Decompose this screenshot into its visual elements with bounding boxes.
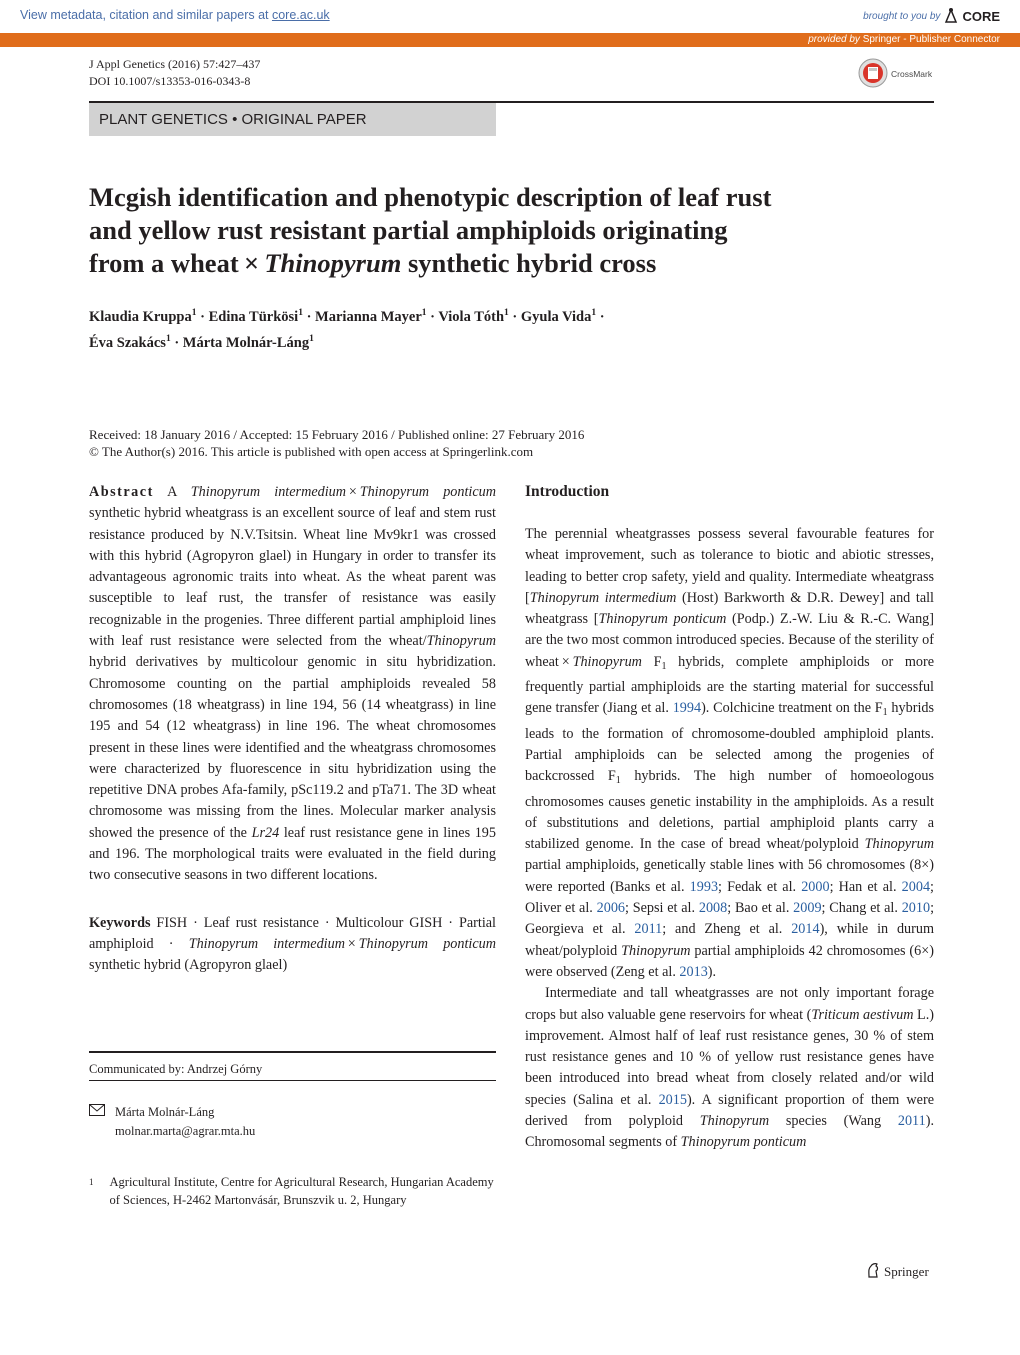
core-brought-by[interactable]: brought to you by CORE — [863, 9, 1000, 24]
corresponding-name: Márta Molnár-Láng — [115, 1105, 215, 1119]
corresponding-email[interactable]: molnar.marta@agrar.mta.hu — [115, 1124, 256, 1138]
intro-paragraph-2: Intermediate and tall wheatgrasses are not only important forage crops but also valuable gene reservoirs for wheat (Triticum aestivum L.) improvement. Almost half of leaf rust resistance genes, 30 % of stem rust resistance genes and 10 % of yellow rust resistance genes have been introduced into bread wheat from closely related and/or wild species (Salina et al. 2015). A significant proportion of them were derived from polyploid Thinopyrum species (Wang 2011). Chromosomal segments of Thinopyrum ponticum — [525, 985, 934, 1151]
author-name[interactable]: Marianna Mayer — [315, 308, 422, 325]
affiliation: 1 Agricultural Institute, Centre for Agricultural Research, Hungarian Academy of Sciences, H-2462 Martonvásár, Brunszvik u. 2, Hungary — [89, 1175, 494, 1207]
article-title: Mcgish identification and phenotypic description of leaf rust and yellow rust resistant partial amphiploids originating from a wheat × Thinopyrum synthetic hybrid cross — [89, 182, 772, 278]
core-provided-text[interactable]: provided by Springer - Publisher Connector — [808, 34, 1000, 45]
citation-link[interactable]: 1993 — [689, 878, 719, 895]
journal-info — [89, 56, 260, 90]
author-name[interactable]: Edina Türkösi — [208, 308, 299, 325]
communicated-rule — [89, 1080, 496, 1081]
citation-link[interactable]: 1994 — [672, 700, 702, 717]
author-name[interactable]: Éva Szakács — [89, 334, 166, 351]
intro-paragraph-1: The perennial wheatgrasses possess several favourable features for wheat improvement, such as tolerance to biotic and abiotic stresses, leading to better crop safety, yield and quality. Intermediate wheatgrass [Thinopyrum intermedium (Host) Barkworth & D.R. Dewey] and tall wheatgrass [Thinopyrum ponticum (Podp.) Z.-W. Liu & R.-C. Wang] are the two most common introduced species. Because of the sterility of wheat × Thinopyrum $F_1$ hybrids, complete amphiploids or more frequently partial amphiploids are the starting material for successful gene transfer (Jiang et al. 1994). Colchicine treatment on the $F_1$ hybrids leads to the formation of chromosome-doubled amphiploid plants. Partial amphiploids can be selected among the progenies of backcrossed $F_1$ hybrids. The high number of homoeologous chromosomes causes genetic instability in the amphiploids. As a result of substitutions and deletions, partial amphiploid plants carry a stabilized genome. In the case of bread wheat/polyploid Thinopyrum partial amphiploids, genetically stable lines with 56 chromosomes (8×) were reported (Banks et al. 1993; Fedak et al. 2000; Han et al. 2004; Oliver et al. 2006; Sepsi et al. 2008; Bao et al. 2009; Chang et al. 2010; Georgieva et al. 2011; and Zheng et al. 2014), while in durum wheat/polyploid Thinopyrum partial amphiploids 42 chromosomes (6×) were observed (Zeng et al. 2013). — [525, 526, 935, 980]
citation-link[interactable]: 2004 — [901, 878, 931, 895]
publication-dates: Received: 18 January 2016 / Accepted: 15 February 2016 / Published online: 27 February 2016 © The Author(s) 2016. This article is published with open access at Springerlink.com — [89, 427, 585, 459]
introduction-column — [525, 482, 934, 1154]
crossmark-badge[interactable]: CrossMark — [858, 58, 932, 90]
author-name[interactable]: Viola Tóth — [438, 308, 505, 325]
doi: DOI 10.1007/s13353-016-0343-8 — [89, 74, 251, 88]
springer-horse-icon — [866, 1262, 880, 1282]
journal-citation: J Appl Genetics (2016) 57:427–437 — [89, 57, 261, 71]
citation-link[interactable]: 2011 — [897, 1113, 926, 1130]
corresponding-author — [89, 1103, 255, 1141]
citation-link[interactable]: 2013 — [679, 963, 708, 980]
article-category: PLANT GENETICS • ORIGINAL PAPER — [89, 103, 496, 136]
citation-link[interactable]: 2006 — [596, 900, 625, 917]
envelope-icon — [89, 1103, 105, 1141]
communicated-by: Communicated by: Andrzej Górny — [89, 1062, 263, 1076]
abstract-column — [89, 482, 496, 977]
author-name[interactable]: Márta Molnár-Láng — [182, 334, 310, 351]
citation-link[interactable]: 2000 — [801, 878, 830, 895]
core-brand: CORE — [962, 9, 1000, 24]
author-name[interactable]: Klaudia Kruppa — [89, 308, 192, 325]
author-name[interactable]: Gyula Vida — [520, 308, 592, 325]
abstract-label: Abstract — [89, 484, 154, 500]
citation-link[interactable]: 2015 — [658, 1091, 687, 1108]
core-provided-bar — [0, 33, 1020, 47]
core-metadata-link[interactable]: View metadata, citation and similar papers at core.ac.uk — [20, 8, 330, 22]
keywords: Keywords FISH · Leaf rust resistance · Multicolour GISH · Partial amphiploid · Thinopyrum intermedium × Thinopyrum ponticum synthetic hybrid (Agropyron glael) — [89, 914, 496, 974]
citation-link[interactable]: 2008 — [698, 900, 728, 917]
introduction-heading: Introduction — [525, 483, 610, 500]
copyright-icon: © — [89, 444, 99, 459]
crossmark-icon — [858, 58, 888, 90]
citation-link[interactable]: 2014 — [791, 921, 820, 938]
citation-link[interactable]: 2011 — [634, 921, 663, 938]
author-list: Klaudia Kruppa$^1$ · Edina Türkösi$^1$ · Marianna Mayer$^1$ · Viola Tóth$^1$ · Gyula Vida$^1$ · Éva Szakács$^1$ · Márta Molnár-Láng$^1$ — [89, 308, 605, 351]
citation-link[interactable]: 2009 — [793, 900, 822, 917]
springer-footer: Springer — [866, 1262, 929, 1282]
keywords-rule — [89, 1051, 496, 1053]
core-banner — [0, 0, 1020, 33]
citation-link[interactable]: 2010 — [901, 900, 931, 917]
abstract: Abstract A Thinopyrum intermedium × Thinopyrum ponticum synthetic hybrid wheatgrass is an excellent source of leaf and stem rust resistance produced by N.V.Tsitsin. Wheat line Mv9kr1 was crossed with this hybrid (Agropyron glael) in Hungary in order to transfer its advantageous agronomic traits into wheat. As the wheat parent was susceptible to leaf rust, the transfer of resistance was easily recognizable in the progenies. Three different partial amphiploid lines with leaf rust resistance were selected from the wheat/Thinopyrum hybrid derivatives by multicolour genomic in situ hybridization. Chromosome counting on the partial amphiploids revealed 58 chromosomes (18 wheatgrass) in line 194, 56 (14 wheatgrass) in line 195 and 54 (12 wheatgrass) in line 196. The wheat chromosomes present in these lines were identified and the wheatgrass chromosomes were characterized by fluorescence in situ hybridization using the repetitive DNA probes Afa-family, pSc119.2 and pTa71. The 3D wheat chromosome was missing from the lines. Molecular marker analysis showed the presence of the Lr24 leaf rust resistance gene in lines 195 and 196. The morphological traits were evaluated in the field during two consecutive seasons in two different locations. — [89, 484, 496, 884]
core-logo-icon — [944, 7, 958, 26]
